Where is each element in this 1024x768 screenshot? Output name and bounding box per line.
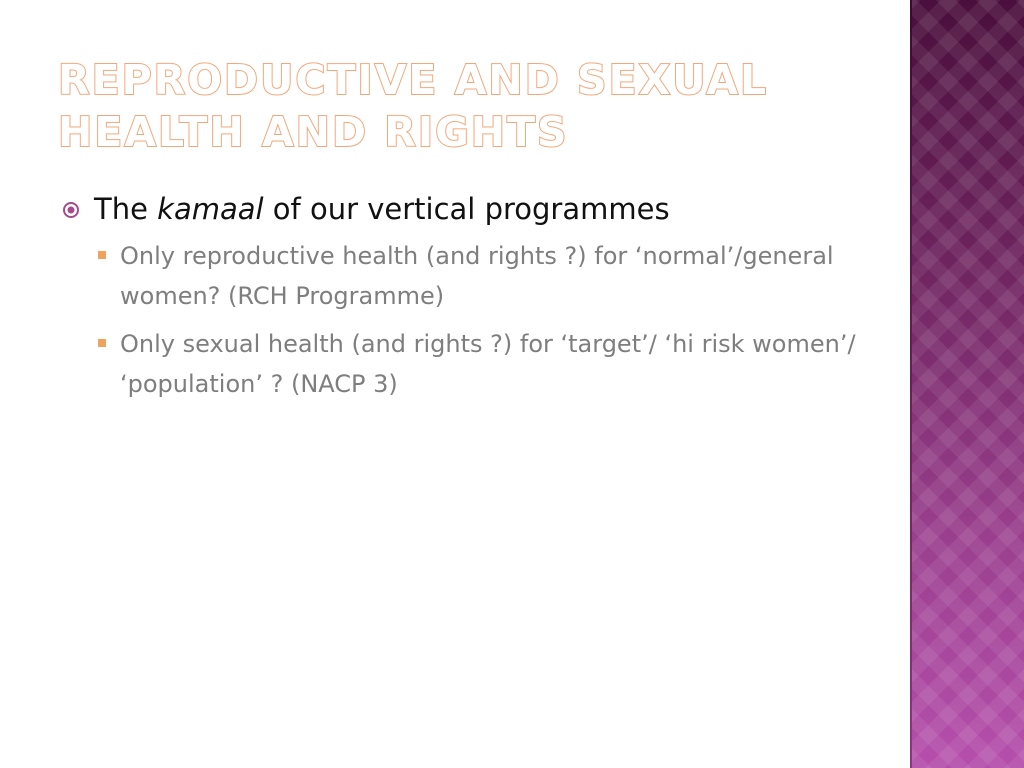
sub-bullet-text: Only sexual health (and rights ?) for ‘target’/ ‘hi risk women’/ ‘population’ ? (NACP 3)	[120, 330, 856, 398]
bullet-prefix: The	[94, 192, 148, 226]
bullet-suffix: of our vertical programmes	[272, 192, 670, 226]
decorative-side-band	[912, 0, 1024, 768]
slide-content	[62, 190, 862, 404]
sub-bullet-item	[120, 324, 862, 404]
slide-title	[58, 54, 878, 158]
sub-bullet-text: Only reproductive health (and rights ?) for ‘normal’/general women? (RCH Programme)	[120, 242, 834, 310]
square-icon	[98, 339, 106, 347]
slide-title-line-1: REPRODUCTIVE AND SEXUAL	[58, 56, 769, 104]
slide-title-line-2: HEALTH AND RIGHTS	[58, 108, 569, 156]
circle-dot-icon	[62, 201, 80, 219]
bullet-item	[62, 190, 862, 228]
square-icon	[98, 251, 106, 259]
sub-bullet-item	[120, 236, 862, 316]
bullet-emphasis: kamaal	[157, 192, 264, 226]
